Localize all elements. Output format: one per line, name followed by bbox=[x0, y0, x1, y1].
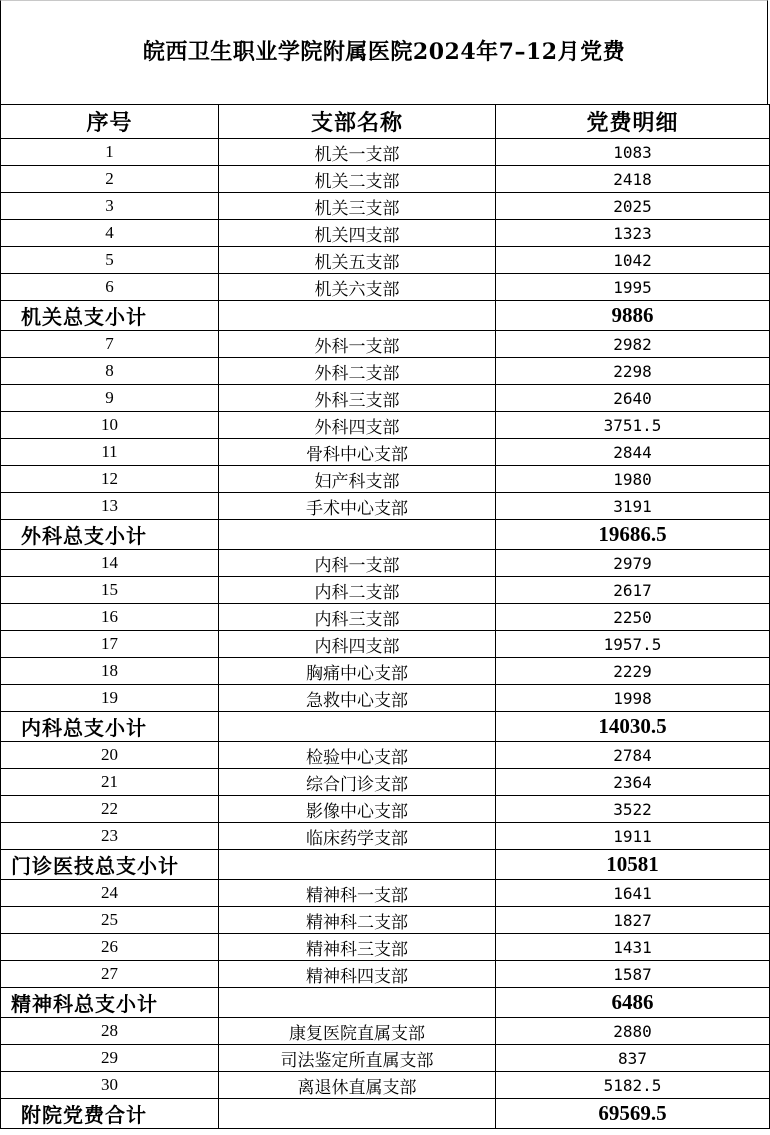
row-index: 22 bbox=[1, 796, 219, 823]
row-index: 12 bbox=[1, 466, 219, 493]
row-index: 3 bbox=[1, 193, 219, 220]
table-row bbox=[1, 550, 770, 577]
table-row bbox=[1, 604, 770, 631]
row-fee-amount: 1995 bbox=[496, 274, 770, 301]
row-index: 21 bbox=[1, 769, 219, 796]
row-fee-amount: 1911 bbox=[496, 823, 770, 850]
table-row bbox=[1, 934, 770, 961]
row-branch-name: 内科二支部 bbox=[219, 577, 496, 604]
row-fee-amount: 2979 bbox=[496, 550, 770, 577]
subtotal-row bbox=[1, 712, 770, 742]
row-fee-amount: 2640 bbox=[496, 385, 770, 412]
subtotal-empty-cell bbox=[219, 850, 496, 880]
table-row bbox=[1, 358, 770, 385]
row-branch-name: 机关五支部 bbox=[219, 247, 496, 274]
table-row bbox=[1, 685, 770, 712]
subtotal-amount: 14030.5 bbox=[496, 712, 770, 742]
table-row bbox=[1, 166, 770, 193]
row-index: 10 bbox=[1, 412, 219, 439]
row-index: 23 bbox=[1, 823, 219, 850]
row-fee-amount: 2229 bbox=[496, 658, 770, 685]
subtotal-label: 门诊医技总支小计 bbox=[1, 850, 219, 880]
row-fee-amount: 1042 bbox=[496, 247, 770, 274]
row-fee-amount: 1587 bbox=[496, 961, 770, 988]
row-branch-name: 精神科三支部 bbox=[219, 934, 496, 961]
table-row bbox=[1, 1045, 770, 1072]
table-body bbox=[1, 105, 770, 1129]
subtotal-row bbox=[1, 1099, 770, 1129]
subtotal-amount: 69569.5 bbox=[496, 1099, 770, 1129]
row-fee-amount: 837 bbox=[496, 1045, 770, 1072]
row-branch-name: 综合门诊支部 bbox=[219, 769, 496, 796]
subtotal-empty-cell bbox=[219, 520, 496, 550]
row-branch-name: 机关二支部 bbox=[219, 166, 496, 193]
table-row bbox=[1, 247, 770, 274]
row-index: 15 bbox=[1, 577, 219, 604]
title-box bbox=[0, 0, 768, 104]
row-index: 29 bbox=[1, 1045, 219, 1072]
row-index: 1 bbox=[1, 139, 219, 166]
table-row bbox=[1, 193, 770, 220]
row-index: 26 bbox=[1, 934, 219, 961]
row-index: 9 bbox=[1, 385, 219, 412]
row-fee-amount: 2298 bbox=[496, 358, 770, 385]
row-fee-amount: 2784 bbox=[496, 742, 770, 769]
row-index: 16 bbox=[1, 604, 219, 631]
row-branch-name: 检验中心支部 bbox=[219, 742, 496, 769]
row-branch-name: 内科三支部 bbox=[219, 604, 496, 631]
subtotal-label: 附院党费合计 bbox=[1, 1099, 219, 1129]
table-row bbox=[1, 769, 770, 796]
table-row bbox=[1, 796, 770, 823]
row-branch-name: 康复医院直属支部 bbox=[219, 1018, 496, 1045]
row-fee-amount: 2844 bbox=[496, 439, 770, 466]
table-row bbox=[1, 907, 770, 934]
table-row bbox=[1, 577, 770, 604]
subtotal-row bbox=[1, 850, 770, 880]
table-row bbox=[1, 823, 770, 850]
subtotal-label: 精神科总支小计 bbox=[1, 988, 219, 1018]
table-row bbox=[1, 412, 770, 439]
subtotal-label: 内科总支小计 bbox=[1, 712, 219, 742]
subtotal-empty-cell bbox=[219, 712, 496, 742]
row-branch-name: 机关四支部 bbox=[219, 220, 496, 247]
table-row bbox=[1, 1018, 770, 1045]
header-branch-name: 支部名称 bbox=[219, 105, 496, 139]
row-index: 8 bbox=[1, 358, 219, 385]
row-index: 25 bbox=[1, 907, 219, 934]
subtotal-row bbox=[1, 520, 770, 550]
row-branch-name: 离退休直属支部 bbox=[219, 1072, 496, 1099]
row-fee-amount: 5182.5 bbox=[496, 1072, 770, 1099]
subtotal-label: 机关总支小计 bbox=[1, 301, 219, 331]
row-fee-amount: 1980 bbox=[496, 466, 770, 493]
row-fee-amount: 2880 bbox=[496, 1018, 770, 1045]
row-branch-name: 手术中心支部 bbox=[219, 493, 496, 520]
table-row bbox=[1, 439, 770, 466]
table-row bbox=[1, 466, 770, 493]
subtotal-row bbox=[1, 301, 770, 331]
row-branch-name: 影像中心支部 bbox=[219, 796, 496, 823]
row-branch-name: 机关一支部 bbox=[219, 139, 496, 166]
table-row bbox=[1, 742, 770, 769]
row-branch-name: 急救中心支部 bbox=[219, 685, 496, 712]
row-index: 13 bbox=[1, 493, 219, 520]
row-fee-amount: 1083 bbox=[496, 139, 770, 166]
row-branch-name: 精神科二支部 bbox=[219, 907, 496, 934]
row-fee-amount: 2364 bbox=[496, 769, 770, 796]
row-fee-amount: 3191 bbox=[496, 493, 770, 520]
row-fee-amount: 2982 bbox=[496, 331, 770, 358]
subtotal-amount: 10581 bbox=[496, 850, 770, 880]
table-row bbox=[1, 385, 770, 412]
subtotal-row bbox=[1, 988, 770, 1018]
party-fee-table bbox=[0, 104, 770, 1129]
subtotal-label: 外科总支小计 bbox=[1, 520, 219, 550]
row-index: 27 bbox=[1, 961, 219, 988]
row-index: 4 bbox=[1, 220, 219, 247]
row-branch-name: 外科一支部 bbox=[219, 331, 496, 358]
row-fee-amount: 1957.5 bbox=[496, 631, 770, 658]
table-row bbox=[1, 961, 770, 988]
subtotal-empty-cell bbox=[219, 1099, 496, 1129]
row-index: 5 bbox=[1, 247, 219, 274]
row-branch-name: 外科三支部 bbox=[219, 385, 496, 412]
row-branch-name: 机关六支部 bbox=[219, 274, 496, 301]
row-branch-name: 外科二支部 bbox=[219, 358, 496, 385]
row-fee-amount: 1998 bbox=[496, 685, 770, 712]
row-index: 7 bbox=[1, 331, 219, 358]
table-row bbox=[1, 658, 770, 685]
row-index: 11 bbox=[1, 439, 219, 466]
row-branch-name: 机关三支部 bbox=[219, 193, 496, 220]
row-fee-amount: 2617 bbox=[496, 577, 770, 604]
row-index: 17 bbox=[1, 631, 219, 658]
row-fee-amount: 2418 bbox=[496, 166, 770, 193]
row-branch-name: 妇产科支部 bbox=[219, 466, 496, 493]
row-index: 18 bbox=[1, 658, 219, 685]
row-index: 30 bbox=[1, 1072, 219, 1099]
table-row bbox=[1, 220, 770, 247]
table-row bbox=[1, 493, 770, 520]
row-fee-amount: 1827 bbox=[496, 907, 770, 934]
table-row bbox=[1, 631, 770, 658]
table-row bbox=[1, 274, 770, 301]
row-fee-amount: 1641 bbox=[496, 880, 770, 907]
row-branch-name: 司法鉴定所直属支部 bbox=[219, 1045, 496, 1072]
row-fee-amount: 1323 bbox=[496, 220, 770, 247]
subtotal-amount: 9886 bbox=[496, 301, 770, 331]
table-row bbox=[1, 880, 770, 907]
row-fee-amount: 1431 bbox=[496, 934, 770, 961]
row-index: 24 bbox=[1, 880, 219, 907]
row-fee-amount: 3751.5 bbox=[496, 412, 770, 439]
row-index: 14 bbox=[1, 550, 219, 577]
row-branch-name: 内科一支部 bbox=[219, 550, 496, 577]
table-row bbox=[1, 139, 770, 166]
document-title: 皖西卫生职业学院附属医院2024年7–12月党费 bbox=[142, 39, 626, 65]
table-header-row bbox=[1, 105, 770, 139]
row-index: 2 bbox=[1, 166, 219, 193]
row-fee-amount: 2025 bbox=[496, 193, 770, 220]
row-branch-name: 内科四支部 bbox=[219, 631, 496, 658]
table-row bbox=[1, 331, 770, 358]
subtotal-amount: 19686.5 bbox=[496, 520, 770, 550]
row-index: 6 bbox=[1, 274, 219, 301]
row-branch-name: 外科四支部 bbox=[219, 412, 496, 439]
row-index: 20 bbox=[1, 742, 219, 769]
header-fee-detail: 党费明细 bbox=[496, 105, 770, 139]
header-index: 序号 bbox=[1, 105, 219, 139]
row-branch-name: 精神科一支部 bbox=[219, 880, 496, 907]
row-index: 28 bbox=[1, 1018, 219, 1045]
subtotal-empty-cell bbox=[219, 301, 496, 331]
row-fee-amount: 3522 bbox=[496, 796, 770, 823]
row-fee-amount: 2250 bbox=[496, 604, 770, 631]
row-branch-name: 精神科四支部 bbox=[219, 961, 496, 988]
row-branch-name: 胸痛中心支部 bbox=[219, 658, 496, 685]
subtotal-empty-cell bbox=[219, 988, 496, 1018]
row-index: 19 bbox=[1, 685, 219, 712]
row-branch-name: 骨科中心支部 bbox=[219, 439, 496, 466]
table-row bbox=[1, 1072, 770, 1099]
row-branch-name: 临床药学支部 bbox=[219, 823, 496, 850]
subtotal-amount: 6486 bbox=[496, 988, 770, 1018]
